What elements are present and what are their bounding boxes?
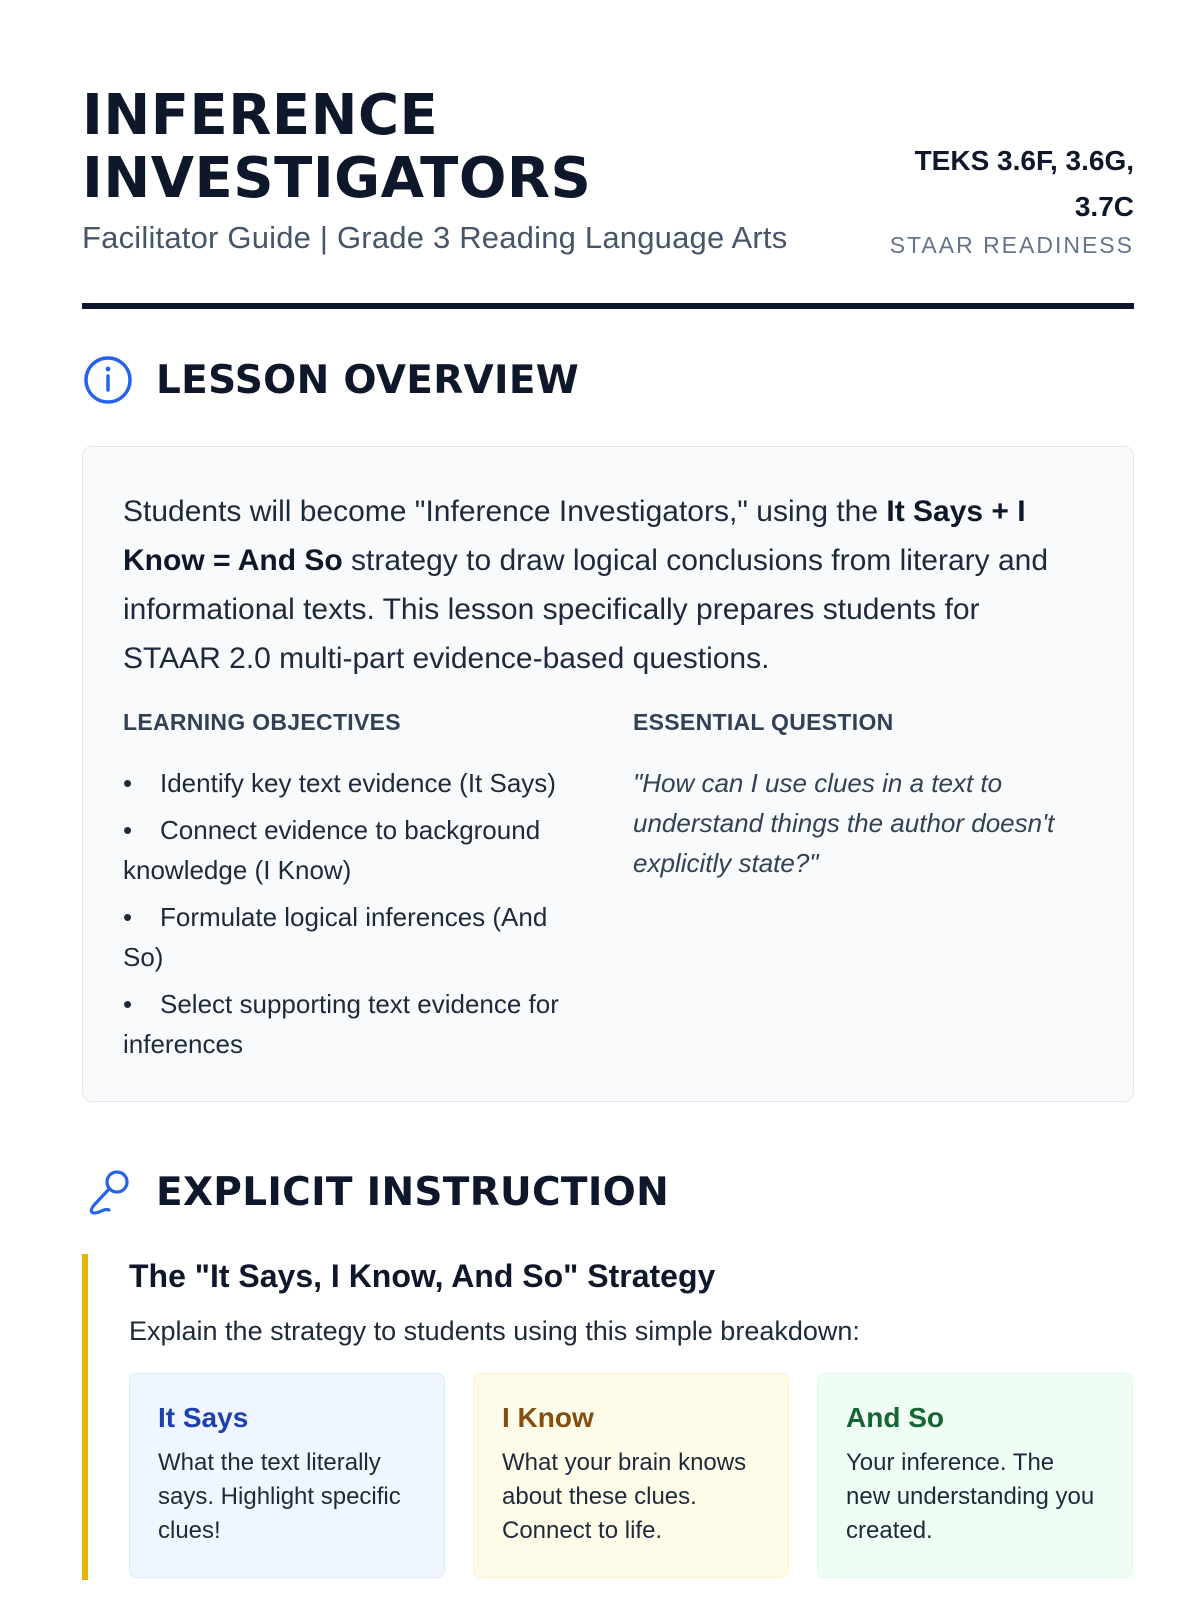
- standards-block: [884, 138, 1134, 259]
- card-text: What the text literally says. Highlight specific clues!: [158, 1449, 401, 1544]
- staar-readiness-label: STAAR READINESS: [889, 232, 1134, 258]
- list-item: [123, 984, 583, 1064]
- teks-line-1: TEKS 3.6F, 3.6G,: [914, 145, 1134, 176]
- page-header: [82, 84, 1134, 310]
- objectives-label: LEARNING OBJECTIVES: [123, 709, 401, 735]
- info-circle-icon: [82, 354, 134, 406]
- header-divider: [82, 303, 1134, 309]
- objective-text: Identify key text evidence (It Says): [160, 768, 556, 798]
- card-title: I Know: [502, 1402, 594, 1433]
- page-subtitle: Facilitator Guide | Grade 3 Reading Language Arts: [82, 220, 788, 255]
- overview-intro: [123, 487, 1083, 683]
- card-text: Your inference. The new understanding you created.: [846, 1449, 1095, 1544]
- lesson-overview-heading: [82, 354, 579, 406]
- bullet: •: [123, 768, 133, 798]
- bullet: •: [123, 815, 133, 845]
- card-title: And So: [846, 1402, 944, 1433]
- it-says-card: [129, 1373, 445, 1578]
- teks-line-2: 3.7C: [1074, 191, 1134, 222]
- card-text: What your brain knows about these clues. Connect to life.: [502, 1449, 747, 1544]
- bullet: •: [123, 989, 133, 1019]
- card-title: It Says: [158, 1402, 249, 1433]
- essential-question: "How can I use clues in a text to understand things the author doesn't explicitly state?": [633, 768, 1055, 878]
- strategy-name: It Says + I Know = And So: [123, 495, 1026, 577]
- essential-question-label: ESSENTIAL QUESTION: [633, 709, 894, 735]
- objective-text: Select supporting text evidence for inferences: [123, 989, 559, 1059]
- objective-text: Connect evidence to background knowledge (I Know): [123, 815, 541, 885]
- overview-card: [82, 446, 1134, 1102]
- section-title: LESSON OVERVIEW: [156, 357, 580, 403]
- title-line-2: INVESTIGATORS: [82, 146, 592, 211]
- microphone-icon: [82, 1166, 134, 1218]
- intro-text: Students will become "Inference Investigators," using the: [123, 495, 887, 528]
- list-item: [123, 763, 583, 803]
- section-title: EXPLICIT INSTRUCTION: [156, 1169, 670, 1215]
- list-item: [123, 897, 583, 977]
- intro-text-continued: strategy to draw logical conclusions from literary and informational texts. This lesson specifically prepares students for STAAR 2.0 multi-part evidence-based questions.: [123, 544, 1049, 675]
- objective-text: Formulate logical inferences (And So): [123, 902, 548, 972]
- objectives-list: [123, 763, 583, 1071]
- and-so-card: [817, 1373, 1133, 1578]
- title-line-1: INFERENCE: [82, 83, 439, 148]
- bullet: •: [123, 902, 133, 932]
- strategy-description: Explain the strategy to students using this simple breakdown:: [129, 1316, 860, 1346]
- explicit-instruction-heading: [82, 1166, 669, 1218]
- strategy-callout: [82, 1254, 1134, 1580]
- strategy-title: The "It Says, I Know, And So" Strategy: [129, 1258, 716, 1294]
- i-know-card: [473, 1373, 789, 1578]
- list-item: [123, 810, 583, 890]
